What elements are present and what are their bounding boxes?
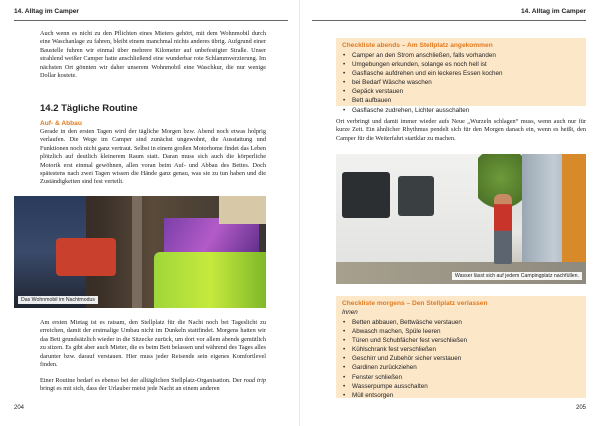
checklist-morning-list — [342, 318, 580, 400]
intro-paragraph: Auch wenn es nicht zu den Pflichten eines Mieters gehört, mit dem Wohnmobil durch eine Waschanlage zu fahren, bleibt einem manchmal nichts anderes übrig. Aufgrund einer Baustelle fuhren wir einmal über mehrere Kilometer auf unbefestigter Straße. Unser strahlend weißer Camper hatte anschließend eine wunderbar rote Schlammverzierung. Im nächsten Ort gönnten wir daher unserem Wohnmobil eine Waschkur, die nur wenige Dollar kostete. — [40, 30, 266, 80]
closing-paragraph — [40, 377, 266, 394]
checklist-evening-list — [342, 51, 580, 115]
closing-paragraph-em: road trip — [243, 377, 266, 384]
routine-paragraph: Gerade in den ersten Tagen wird der tägliche Morgen bzw. Abend noch etwas holprig verlaufen. Die Wege im Camper sind zunächst ungewohnt, die Ausstattung und Funktionen noch nicht ganz vertraut. Selbst in einem großen Motorhome findet das Leben plötzlich auf deutlich kleinerem Raum statt. Daran muss sich auch die körperliche Motorik erst einmal gewöhnen, allen voran beim Auf- und Abbau des Bettes. Doch spätestens nach zwei Tagen wissen die Hände ganz genau, was sie zu tun haben und die Zuständigkeiten sind fest verteilt. — [40, 128, 266, 186]
page-number-right: 205 — [575, 405, 586, 411]
subheading-auf-abbau: Auf- & Abbau — [40, 120, 82, 127]
checklist-morning-subtitle: Innen — [342, 309, 358, 316]
closing-paragraph-start: Einer Routine bedarf es ebenso bei der alltäglichen Stellplatz-Organisation. Der — [40, 377, 244, 384]
checklist-item: • Wasserpumpe ausschalten — [342, 382, 580, 391]
photo-caption-left: Das Wohnmobil im Nachtmodus — [18, 296, 98, 304]
checklist-morning-box — [336, 296, 586, 398]
closing-paragraph-end: bringt es mit sich, dass der Urlauber meist jede Nacht an einem anderen — [40, 385, 220, 393]
checklist-item: • Türen und Schubfächer fest verschließen — [342, 336, 580, 345]
checklist-item: • Müll entsorgen — [342, 391, 580, 400]
checklist-item: • Kühlschrank fest verschließen — [342, 345, 580, 354]
checklist-evening-box — [336, 38, 586, 114]
checklist-item: • Gepäck verstauen — [342, 87, 580, 96]
page-number-left: 204 — [14, 405, 25, 411]
checklist-item: • Gasflasche aufdrehen und ein leckeres Essen kochen — [342, 69, 580, 78]
checklist-evening-title: Checkliste abends – Am Stellplatz angekommen — [342, 42, 493, 49]
photo-caption-right: Wasser lässt sich auf jedem Campingplatz nachfüllen. — [452, 272, 582, 280]
checklist-item: • Geschirr und Zubehör sicher verstauen — [342, 354, 580, 363]
section-heading: 14.2 Tägliche Routine — [40, 103, 138, 114]
checklist-item: • Gardinen zurückziehen — [342, 363, 580, 372]
checklist-item: • Umgebungen erkunden, solange es noch hell ist — [342, 60, 580, 69]
right-page — [300, 0, 600, 426]
checklist-morning-title: Checkliste morgens – Den Stellplatz verlassen — [342, 300, 488, 307]
running-head-left: 14. Alltag im Camper — [14, 8, 79, 15]
checklist-item: • Abwasch machen, Spüle leeren — [342, 327, 580, 336]
checklist-item: • Gasflasche zudrehen, Lichter ausschalten — [342, 106, 580, 115]
header-rule-right — [312, 20, 586, 21]
running-head-right: 14. Alltag im Camper — [521, 8, 586, 15]
checklist-item: • Betten abbauen, Bettwäsche verstauen — [342, 318, 580, 327]
checklist-item: • Fenster schließen — [342, 373, 580, 382]
checklist-item: • Bett aufbauen — [342, 96, 580, 105]
header-rule-left — [14, 20, 288, 21]
water-refill-photo — [336, 154, 586, 284]
paragraph-after-photo: Am ersten Mietag ist es ratsam, den Stellplatz für die Nacht noch bei Tageslicht zu erreichen, damit der erstmalige Umbau nicht im Dunkeln stattfindet. Morgens hatten wir das Bett grundsätzlich wieder in die Sitzecke zurück, um dort vor allem abends gemütlich zu sitzen. Es gibt aber auch Mieter, die es beim Bett belassen und während des Tages alles darunter bzw. darauf verstauen. Hier muss jeder Reisende sein eigenes Komfortlevel finden. — [40, 319, 266, 369]
right-paragraph: Ort verbringt und damit immer wieder aufs Neue „Wurzeln schlagen“ muss, wenn auch nur für kurze Zeit. Ein ähnlicher Rhythmus pendelt sich für den Morgen danach ein, wenn es heißt, den Camper für die Weiterfahrt startklar zu machen. — [336, 118, 586, 142]
checklist-item: • bei Bedarf Wäsche waschen — [342, 78, 580, 87]
camper-night-mode-photo — [14, 196, 266, 308]
checklist-item: • Camper an den Strom anschließen, falls vorhanden — [342, 51, 580, 60]
